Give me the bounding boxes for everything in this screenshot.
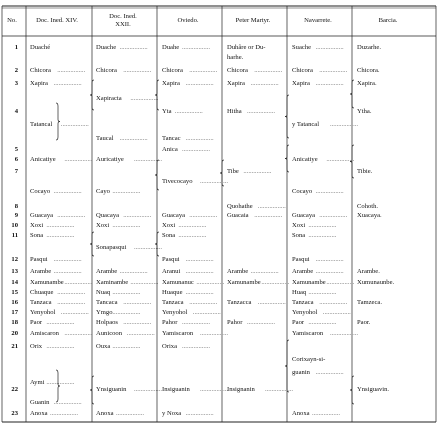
cell-c5: Guacaya [292, 212, 316, 219]
cell-c3: Xamunanuc [162, 279, 194, 286]
leader-dots: ................. [178, 232, 207, 239]
cell-c2: Auricatiye [96, 156, 124, 163]
leader-dots: ................. [319, 212, 348, 219]
cell-c1: Tanzaca [30, 299, 52, 306]
cell-c2: Taucal [96, 135, 114, 142]
row-number: 4 [14, 108, 18, 115]
cell-c5: Xamunambe [292, 279, 326, 286]
leader-dots: ................. [326, 156, 355, 163]
leader-dots: ................. [46, 222, 75, 229]
row-number: 16 [11, 299, 18, 306]
leader-dots: ................. [319, 299, 348, 306]
cell-c5: Suache [292, 44, 312, 51]
cell-c6: Xumunaunbe. [357, 279, 395, 286]
cell-c1: Guacaya [30, 212, 54, 219]
cell-c5: Sona [292, 232, 306, 239]
cell-c3: Pahor [162, 319, 178, 326]
cell-c5: Chicora [292, 67, 313, 74]
leader-dots: ................. [130, 95, 159, 102]
cell-c1: Guanin [30, 399, 50, 406]
leader-dots: ................. [308, 289, 337, 296]
leader-dots: ................. [46, 232, 75, 239]
leader-dots: ................. [182, 146, 211, 153]
cell-c5: y Tatancal [292, 121, 320, 128]
cell-c2: Ymgo [96, 309, 113, 316]
cell-c5: Xoxi [292, 222, 306, 229]
cell-c6: Ynsiguavin. [357, 386, 390, 393]
row-number: 23 [11, 410, 18, 417]
leader-dots: ................. [178, 222, 207, 229]
cell-c5: Tanzaca [292, 299, 314, 306]
row-number: 7 [14, 168, 18, 175]
leader-dots: ................. [46, 343, 75, 350]
cell-c6: Arambe. [357, 268, 380, 275]
header-no: No. [7, 17, 17, 24]
cell-c5: Anoxa [292, 410, 310, 417]
leader-dots: ................. [182, 44, 211, 51]
row-number: 12 [11, 256, 18, 263]
cell-c4: Xamunambe [227, 279, 261, 286]
leader-dots: ................. [64, 279, 93, 286]
row-number: 3 [14, 80, 18, 87]
leader-dots: ................. [247, 108, 276, 115]
leader-dots: ................. [53, 80, 82, 87]
cell-c4: harhe. [227, 54, 244, 61]
leader-dots: ................. [185, 256, 214, 263]
header-barcia: Barcia. [378, 17, 398, 24]
cell-c6: Tibie. [357, 168, 373, 175]
brace-c1-tatancal [56, 103, 60, 140]
row-number: 5 [14, 146, 18, 153]
row-number: 22 [11, 386, 18, 393]
leader-dots: ................. [265, 386, 294, 393]
row-number: 21 [11, 343, 18, 350]
cell-c1: Arambe [30, 268, 52, 275]
row-number: 6 [14, 156, 18, 163]
cell-c5: guanin [292, 369, 310, 376]
leader-dots: ................. [189, 67, 218, 74]
row-number: 15 [11, 289, 18, 296]
cell-c4: Chicora [227, 67, 248, 74]
cell-c3: Huaque [162, 289, 183, 296]
leader-dots: ................. [308, 232, 337, 239]
leader-dots: ................. [57, 67, 86, 74]
row-number: 8 [14, 203, 18, 210]
cell-c2: Aunicoon [96, 330, 123, 337]
cell-c4: Tibe [227, 168, 239, 175]
leader-dots: ................. [64, 330, 93, 337]
cell-c4: Tanzacca [227, 299, 252, 306]
cell-c2: Holpaos [96, 319, 118, 326]
leader-dots: ................. [116, 410, 145, 417]
leader-dots: ................. [257, 203, 286, 210]
cell-c2: Anoxa [96, 410, 114, 417]
leader-dots: ................. [130, 279, 159, 286]
leader-dots: ................. [250, 80, 279, 87]
row-number: 17 [11, 309, 18, 316]
leader-dots: ................. [50, 410, 79, 417]
leader-dots: ................. [326, 279, 355, 286]
row-number: 2 [14, 67, 18, 74]
cell-c1: Sona [30, 232, 44, 239]
leader-dots: ................. [189, 299, 218, 306]
cell-c1: Cocayo [30, 188, 51, 195]
cell-c6: Ytha. [357, 108, 372, 115]
cell-c3: Yenyohol [162, 309, 188, 316]
cell-c3: Sona [162, 232, 176, 239]
leader-dots: ................. [53, 399, 82, 406]
row-number: 20 [11, 330, 18, 337]
cell-c1: Tatancal [30, 121, 53, 128]
cell-c6: Paor. [357, 319, 371, 326]
cell-c1: Orix [30, 343, 43, 350]
cell-c6: Chicora. [357, 67, 380, 74]
cell-c5: Huaq [292, 289, 307, 296]
cell-c5: Cocayo [292, 188, 313, 195]
leader-dots: ................. [134, 244, 163, 251]
leader-dots: ................. [112, 222, 141, 229]
leader-dots: ................. [185, 135, 214, 142]
cell-c5: Corixayn-si- [292, 356, 326, 363]
leader-dots: ................. [315, 80, 344, 87]
cell-c2: Nuaq [96, 289, 111, 296]
leader-dots: ................. [119, 135, 148, 142]
cell-c1: Xapira [30, 80, 48, 87]
leader-dots: ................. [182, 343, 211, 350]
cell-c2: Cayo [96, 188, 110, 195]
cell-c3: Yta [162, 108, 172, 115]
cell-c3: Aranui [162, 268, 181, 275]
cell-c2: Sonapasqui [96, 244, 127, 251]
leader-dots: ................. [308, 319, 337, 326]
cell-c2: Xoxi [96, 222, 110, 229]
leader-dots: ................. [123, 319, 152, 326]
leader-dots: ................. [308, 222, 337, 229]
cell-c3: y Noxa [162, 410, 182, 417]
leader-dots: ................. [250, 268, 279, 275]
cell-c6: Xuacaya. [357, 212, 382, 219]
cell-c2: Quacaya [96, 212, 120, 219]
cell-c1: Paor [30, 319, 43, 326]
cell-c5: Pasqui [292, 256, 310, 263]
cell-c1: Amiscaron [30, 330, 59, 337]
leader-dots: ................. [315, 256, 344, 263]
cell-c1: Xamunambe [30, 279, 64, 286]
leader-dots: ................. [200, 386, 229, 393]
cell-c5: Yenyohol [292, 309, 318, 316]
cell-c3: Xapira [162, 80, 180, 87]
cell-c6: Xapira. [357, 80, 377, 87]
cell-c1: Chicora [30, 67, 51, 74]
leader-dots: ................. [53, 268, 82, 275]
cell-c4: Pahor [227, 319, 243, 326]
leader-dots: ................. [182, 319, 211, 326]
header-doc-ined-xxii-b: XXII. [115, 21, 131, 28]
leader-dots: ................. [64, 156, 93, 163]
leader-dots: ................. [112, 289, 141, 296]
header-oviedo: Oviedo. [177, 17, 199, 24]
leader-dots: ................. [53, 256, 82, 263]
leader-dots: ................. [200, 330, 229, 337]
cell-c4: Duhâre or Du- [227, 44, 266, 51]
cell-c1: Yenyohol [30, 309, 56, 316]
cell-c6: Tamzeca. [357, 299, 382, 306]
leader-dots: ................. [257, 299, 286, 306]
cell-c1: Xoxi [30, 222, 44, 229]
leader-dots: ................. [200, 178, 229, 185]
leader-dots: ................. [60, 309, 89, 316]
leader-dots: ................. [319, 67, 348, 74]
cell-c5: Xapira [292, 80, 310, 87]
cell-c4: Guacaia [227, 212, 249, 219]
header-doc-ined-xxii-a: Doc. Ined. [109, 13, 137, 20]
leader-dots: ................. [134, 386, 163, 393]
leader-dots: ................. [189, 212, 218, 219]
leader-dots: ................. [119, 268, 148, 275]
leader-dots: ................. [123, 212, 152, 219]
leader-dots: ................. [57, 212, 86, 219]
leader-dots: ................. [185, 268, 214, 275]
cell-c3: Tancac [162, 135, 181, 142]
leader-dots: ................. [123, 299, 152, 306]
cell-c2: Ouxa [96, 343, 111, 350]
cell-c3: Pasqui [162, 256, 180, 263]
cell-c3: Orixa [162, 343, 178, 350]
header-peter-martyr: Peter Martyr. [235, 17, 271, 24]
leader-dots: ................. [330, 121, 359, 128]
cell-c5: Yamiscaron [292, 330, 324, 337]
cell-c2: Duache [96, 44, 117, 51]
cell-c1: Anoxa [30, 410, 48, 417]
cell-c5: Anicatiye [292, 156, 318, 163]
row-number: 13 [11, 268, 18, 275]
row-number: 1 [14, 44, 18, 51]
leader-dots: ................. [322, 309, 351, 316]
cell-c3: Yamiscaron [162, 330, 194, 337]
leader-dots: ................. [312, 410, 341, 417]
row-number: 9 [14, 212, 18, 219]
cell-c2: Arambe [96, 268, 118, 275]
leader-dots: ................. [60, 121, 89, 128]
leader-dots: ................. [185, 410, 214, 417]
cell-c4: Insignanin [227, 386, 255, 393]
leader-dots: ................. [53, 188, 82, 195]
cell-c3: Anica [162, 146, 178, 153]
leader-dots: ................. [119, 44, 148, 51]
cell-c4: Arambe [227, 268, 249, 275]
leader-dots: ................. [315, 188, 344, 195]
leader-dots: ................. [315, 369, 344, 376]
leader-dots: ................. [57, 289, 86, 296]
row-number: 10 [11, 222, 18, 229]
leader-dots: ................. [254, 67, 283, 74]
row-number: 11 [11, 232, 18, 239]
cell-c2: Chicora [96, 67, 117, 74]
leader-dots: ................. [254, 212, 283, 219]
cell-c3: Duahe [162, 44, 180, 51]
cell-c6: Cohoth. [357, 203, 379, 210]
cell-c2: Xapiracta [96, 95, 122, 102]
cell-c1: Aymi [30, 379, 45, 386]
cell-c3: Tivecocayo [162, 178, 193, 185]
cell-c2: Ynsiguanin [96, 386, 127, 393]
cell-c6: Duzarhe. [357, 44, 381, 51]
leader-dots: ................. [57, 299, 86, 306]
leader-dots: ................. [192, 309, 221, 316]
cell-c5: Arambe [292, 268, 314, 275]
cell-c4: Quohathe [227, 203, 253, 210]
leader-dots: ................. [134, 156, 163, 163]
header-navarrete: Navarrete. [304, 17, 332, 24]
leader-dots: ................. [261, 279, 290, 286]
leader-dots: ................. [196, 279, 225, 286]
cell-c3: Guacaya [162, 212, 186, 219]
cell-c3: Tanzaca [162, 299, 184, 306]
cell-c3: Xoxi [162, 222, 176, 229]
cell-c3: Chicora [162, 67, 183, 74]
cell-c1: Duaché [30, 44, 51, 51]
cell-c2: Xaminambe [96, 279, 129, 286]
leader-dots: ................. [126, 330, 155, 337]
leader-dots: ................. [46, 379, 75, 386]
leader-dots: ................. [330, 330, 359, 337]
cell-c2: Tancaca [96, 299, 118, 306]
cell-c1: Anicatiye [30, 156, 56, 163]
leader-dots: ................. [315, 268, 344, 275]
leader-dots: ................. [174, 108, 203, 115]
leader-dots: ................. [247, 319, 276, 326]
header-doc-ined-xiv: Doc. Ined. XIV. [36, 17, 78, 24]
cell-c4: Hitha [227, 108, 242, 115]
leader-dots: ................. [243, 168, 272, 175]
leader-dots: ................. [185, 289, 214, 296]
leader-dots: ................. [112, 343, 141, 350]
cell-c4: Xapira [227, 80, 245, 87]
cell-c1: Chuaque [30, 289, 54, 296]
cell-c3: Insiguanin [162, 386, 190, 393]
leader-dots: ................. [123, 67, 152, 74]
leader-dots: ................. [315, 44, 344, 51]
row-number: 14 [11, 279, 18, 286]
leader-dots: ................. [112, 309, 141, 316]
cell-c1: Pasqui [30, 256, 48, 263]
brace-c1-guanin [56, 370, 60, 402]
leader-dots: ................. [46, 319, 75, 326]
leader-dots: ................. [112, 188, 141, 195]
cell-c5: Paor [292, 319, 305, 326]
row-number: 18 [11, 319, 18, 326]
leader-dots: ................. [185, 80, 214, 87]
